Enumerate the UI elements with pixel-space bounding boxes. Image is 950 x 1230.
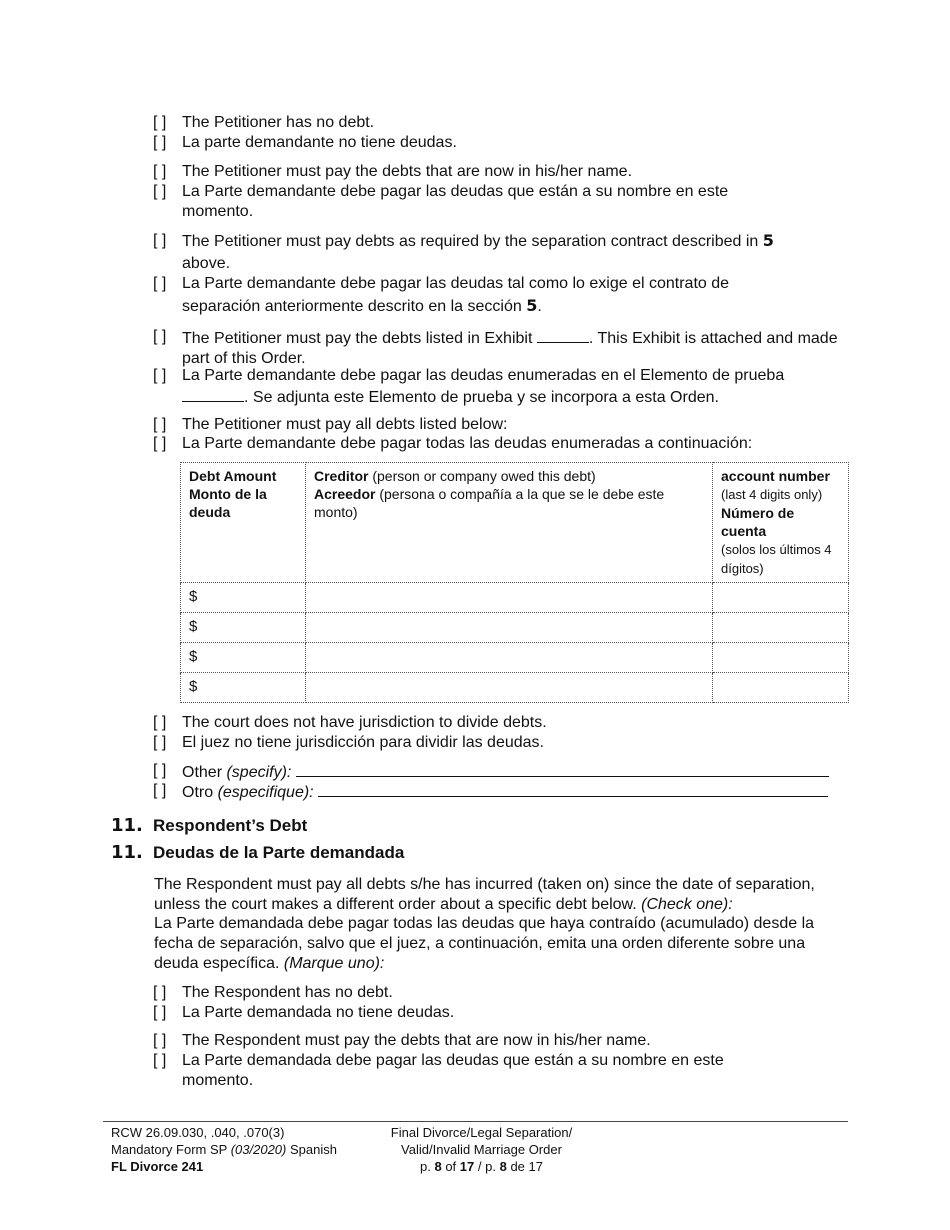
checkbox[interactable]: [ ] [153, 275, 167, 292]
checkbox-option[interactable] [153, 133, 853, 153]
checkbox-option[interactable] [153, 366, 793, 408]
debt-amount-cell[interactable]: $ [181, 643, 306, 673]
option-text-en: The Petitioner must pay the debts listed in Exhibit [182, 330, 533, 347]
other-label-es: Otro [182, 784, 214, 801]
table-row [181, 673, 849, 703]
checkbox-option[interactable] [153, 162, 853, 182]
footer-page-number: p. 8 of 17 / p. 8 de 17 [419, 1159, 543, 1174]
footer-form-id: FL Divorce 241 [111, 1159, 204, 1174]
checkbox-option-other[interactable] [153, 781, 843, 803]
checkbox-option[interactable] [153, 733, 853, 753]
debt-table [180, 462, 849, 703]
option-text-es: La Parte demandada no tiene deudas. [182, 1004, 455, 1021]
account-cell[interactable] [713, 613, 849, 643]
debt-amount-cell[interactable]: $ [181, 673, 306, 703]
account-cell[interactable] [713, 643, 849, 673]
footer-title-1: Final Divorce/Legal Separation/ [390, 1125, 573, 1140]
header-account-number: account number (last 4 digits only) Número de cuenta (solos los últimos 4 dígitos) [713, 463, 849, 583]
debt-amount-cell[interactable]: $ [181, 583, 306, 613]
debt-amount-cell[interactable]: $ [181, 613, 306, 643]
footer-center [384, 1124, 579, 1175]
table-row [181, 583, 849, 613]
section-ref: 5 [762, 231, 774, 250]
header-creditor: Creditor (person or company owed this debt) Acreedor (persona o compañía a la que se le debe este monto) [306, 463, 713, 583]
checkbox-option[interactable] [153, 434, 853, 454]
checkbox-option-other[interactable] [153, 761, 843, 783]
section-paragraph-es: La Parte demandada debe pagar todas las deudas que haya contraído (acumulado) desde la fecha de separación, salvo que el juez, a continuación, emita una orden diferente sobre una deuda específica. (Marque uno): [154, 915, 815, 972]
checkbox[interactable]: [ ] [153, 1052, 167, 1069]
checkbox-option[interactable] [153, 713, 853, 733]
section-title-en: Respondent’s Debt [153, 816, 308, 835]
option-text-en: The Respondent has no debt. [182, 984, 393, 1001]
option-text-es-end: . Se adjunta este Elemento de prueba y se incorpora a esta Orden. [244, 389, 719, 406]
option-text-es: La Parte demandante debe pagar todas las deudas enumeradas a continuación: [182, 435, 753, 452]
checkbox[interactable]: [ ] [153, 762, 167, 779]
checkbox[interactable]: [ ] [153, 1004, 167, 1021]
checkbox[interactable]: [ ] [153, 328, 167, 345]
checkbox-option[interactable] [153, 1003, 853, 1023]
page-footer [103, 1121, 848, 1174]
other-input-es[interactable] [318, 781, 828, 797]
checkbox[interactable]: [ ] [153, 183, 167, 200]
option-text-es: La Parte demandada debe pagar las deudas que están a su nombre en este momento. [182, 1052, 724, 1089]
other-specify-es: (especifique): [217, 784, 314, 801]
header-debt-amount: Debt Amount Monto de la deuda [181, 463, 306, 583]
footer-rcw: RCW 26.09.030, .040, .070(3) [111, 1125, 285, 1140]
section-number: 11. [111, 815, 143, 836]
checkbox[interactable]: [ ] [153, 734, 167, 751]
checkbox-option[interactable] [153, 113, 853, 133]
checkbox-option[interactable] [153, 182, 773, 222]
account-cell[interactable] [713, 673, 849, 703]
checkbox-option[interactable] [153, 230, 813, 275]
table-header-row [181, 463, 849, 583]
creditor-cell[interactable] [306, 673, 713, 703]
section-number: 11. [111, 842, 143, 863]
checkbox-option[interactable] [153, 1031, 853, 1051]
checkbox[interactable]: [ ] [153, 984, 167, 1001]
table-row [181, 613, 849, 643]
option-text-en: The Respondent must pay the debts that are now in his/her name. [182, 1032, 651, 1049]
option-text-en: The Petitioner must pay debts as required by the separation contract described in [182, 233, 759, 250]
option-text-es: La Parte demandante debe pagar las deudas que están a su nombre en este momento. [182, 183, 729, 220]
checkbox[interactable]: [ ] [153, 163, 167, 180]
section-paragraph-en: The Respondent must pay all debts s/he has incurred (taken on) since the date of separation, unless the court makes a different order about a specific debt below. (Check one): [154, 876, 815, 913]
exhibit-blank[interactable] [182, 386, 244, 402]
other-input-en[interactable] [296, 761, 829, 777]
other-label-en: Other [182, 764, 223, 781]
section-title-es: Deudas de la Parte demandada [153, 843, 405, 862]
checkbox-option[interactable] [153, 983, 853, 1003]
option-text-en-end: . This Exhibit is attached and made part of this Order. [182, 330, 838, 367]
option-text-en: The Petitioner has no debt. [182, 114, 375, 131]
checkbox-option[interactable] [153, 273, 793, 318]
checkbox[interactable]: [ ] [153, 134, 167, 151]
option-text-en: The court does not have jurisdiction to divide debts. [182, 714, 547, 731]
creditor-cell[interactable] [306, 583, 713, 613]
checkbox[interactable]: [ ] [153, 1032, 167, 1049]
checkbox[interactable]: [ ] [153, 232, 167, 249]
option-text-es: La Parte demandante debe pagar las deudas tal como lo exige el contrato de separación anteriormente descrito en la sección [182, 275, 730, 315]
other-specify-en: (specify): [226, 764, 292, 781]
checkbox-option[interactable] [153, 1051, 728, 1091]
footer-mandatory: Mandatory Form SP (03/2020) Spanish [111, 1142, 337, 1157]
section-heading-es [111, 842, 404, 864]
option-text-es: La Parte demandante debe pagar las deudas enumeradas en el Elemento de prueba [182, 367, 785, 384]
exhibit-blank[interactable] [537, 327, 589, 343]
creditor-cell[interactable] [306, 643, 713, 673]
checkbox[interactable]: [ ] [153, 714, 167, 731]
checkbox-option[interactable] [153, 415, 853, 435]
checkbox[interactable]: [ ] [153, 367, 167, 384]
option-text-en: The Petitioner must pay all debts listed below: [182, 416, 508, 433]
option-text-es: El juez no tiene jurisdicción para dividir las deudas. [182, 734, 544, 751]
checkbox-option[interactable] [153, 327, 853, 369]
option-text-en: The Petitioner must pay the debts that are now in his/her name. [182, 163, 633, 180]
checkbox[interactable]: [ ] [153, 435, 167, 452]
option-text-es-end: . [537, 298, 542, 315]
section-ref: 5 [526, 296, 538, 315]
creditor-cell[interactable] [306, 613, 713, 643]
table-row [181, 643, 849, 673]
checkbox[interactable]: [ ] [153, 114, 167, 131]
checkbox[interactable]: [ ] [153, 782, 167, 799]
account-cell[interactable] [713, 583, 849, 613]
footer-left [111, 1124, 337, 1175]
checkbox[interactable]: [ ] [153, 416, 167, 433]
footer-title-2: Valid/Invalid Marriage Order [401, 1142, 562, 1157]
section-heading-en [111, 815, 307, 837]
option-text-es: La parte demandante no tiene deudas. [182, 134, 457, 151]
option-text-en-end: above. [182, 255, 231, 272]
